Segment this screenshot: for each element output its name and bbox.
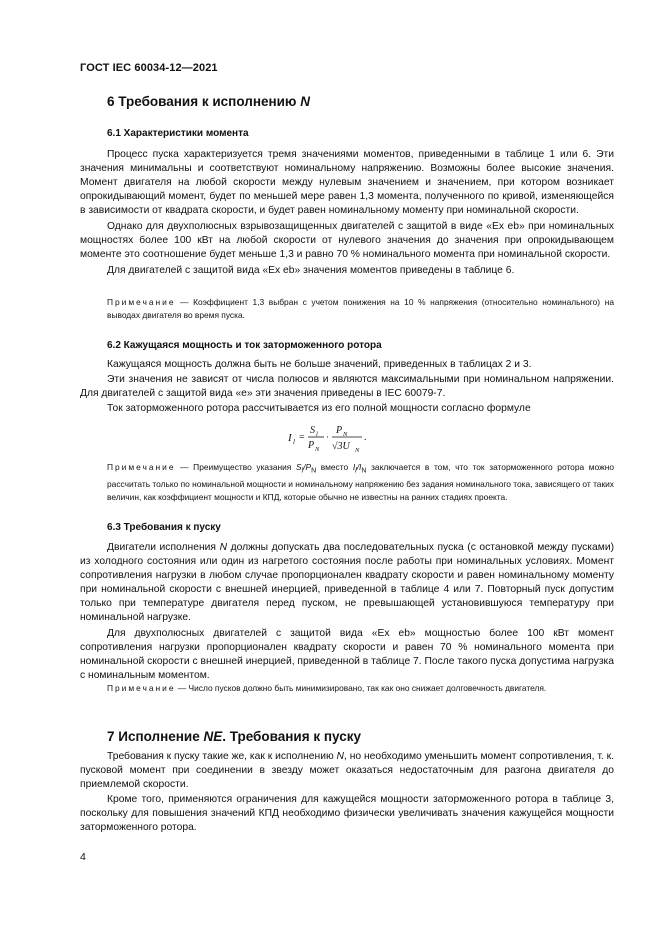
- section-6-title: 6 Требования к исполнению N: [107, 94, 310, 109]
- formula-f2-den: √3U: [331, 441, 350, 452]
- note-label: Примечание: [107, 462, 176, 472]
- formula-f1-den: P: [307, 440, 314, 451]
- paragraph: Ток заторможенного ротора рассчитывается из его полной мощности согласно формуле: [107, 403, 531, 414]
- paragraph: Кажущаяся мощность должна быть не больше значений, приведенных в таблицах 2 и 3.: [107, 359, 532, 370]
- formula-f1-num-sub: l: [315, 431, 318, 438]
- note-label: Примечание: [107, 297, 176, 307]
- paragraph: Для двигателей с защитой вида «Ex eb» значения моментов приведены в таблице 6.: [107, 265, 515, 276]
- paragraph: Эти значения не зависят от числа полюсов и являются максимальными при номинальном напряжении. Для двигателей с защитой вида «е» эти значения приведены в IEC 60079-7.: [80, 374, 614, 399]
- note-6-1: [80, 296, 614, 321]
- note-symbol: /I: [356, 462, 362, 472]
- note-6-3: [80, 682, 614, 695]
- paragraph: Для двухполюсных двигателей с защитой вида «Ex eb» мощностью более 100 кВт момент сопротивления нагрузки пропорционален квадрату скорости и равен 70 % номинального момента при номинальной скорости с внешней инерцией, приведенной в таблице 7. После такого пуска допустима нагрузка с номинальным моментом.: [80, 628, 614, 681]
- section-7-title: 7 Исполнение NE. Требования к пуску: [107, 729, 361, 744]
- note-symbol-sub: N: [361, 467, 367, 475]
- paragraph: Требования к пуску такие же, как к исполнению N, но необходимо уменьшить момент сопротивления, т. к. пусковой момент при соединении в звезду может оказаться недостаточным для разгона двигателя до приемлемой скорости.: [80, 751, 614, 790]
- note-symbol: /P: [303, 462, 312, 472]
- note-symbol: I: [352, 462, 356, 472]
- subsection-6-3-body: [80, 541, 614, 683]
- formula-f2-num-sub: N: [342, 431, 347, 438]
- formula-lhs-sub: l: [292, 438, 295, 446]
- svg-text:=: =: [298, 432, 305, 443]
- note-6-2: [80, 461, 614, 503]
- note-text: заключается в том, что ток заторможенного ротора можно рассчитать только по номинальной мощности и номинальному напряжению без задания номинального тока, зависящего от таких величин, как коэффициент мощности и КПД, которые обычно не известны на ранних стадиях проекта.: [107, 462, 615, 502]
- formula-f2-den-sub: N: [354, 447, 359, 454]
- paragraph: Однако для двухполюсных взрывозащищенных двигателей с защитой в виде «Ex eb» при номинальных мощностях более 100 кВт на любой скорости от нулевого значения до значения при опрокидывающем моменте это соотношение будет меньше 1,3 и равно 70 % номинального момента при номинальной скорости.: [80, 221, 614, 260]
- note-text: — Коэффициент 1,3 выбран с учетом понижения на 10 % напряжения (относительно номинального) на выводах двигателя во время пуска.: [107, 297, 614, 320]
- paragraph: Двигатели исполнения N должны допускать два последовательных пуска (с остановкой между пусками) из холодного состояния или один из нагретого состояния после работы при номинальных условиях. Момент сопротивления нагрузки в любом случае пропорционален квадрату скорости и равен номинальному моменту при номинальной скорости с внешней инерцией, приведенной в таблице 4 или 7. Повторный пуск допустим только при температуре двигателя перед пуском, не превышающей установившуюся температуру при номинальной нагрузке.: [80, 542, 614, 623]
- subsection-6-2-body: [80, 358, 614, 416]
- note-text: вместо: [316, 462, 353, 472]
- section-7-body: [80, 750, 614, 835]
- paragraph: Процесс пуска характеризуется тремя значениями моментов, приведенными в таблице 1 или 6. Эти значения минимальны и соответствуют номинальному напряжению. Возможны более высокие значения. Момент двигателя на любой скорости между нулевым значением и значением, при котором возникает опрокидывающий момент, будет по меньшей мере равен 1,3 момента, полученного по кривой, изменяющейся в зависимости от квадрата скорости, и будет равен номинальному моменту при номинальной скорости.: [80, 149, 614, 216]
- note-text: — Число пусков должно быть минимизировано, так как оно снижает долговечность двигателя.: [175, 683, 547, 693]
- note-symbol-sub: l: [301, 467, 304, 475]
- page-number: 4: [80, 851, 86, 863]
- formula-f1-num: S: [309, 425, 315, 436]
- formula-graphic: [286, 420, 376, 454]
- formula-f1-den-sub: N: [314, 446, 319, 453]
- note-symbol-sub: l: [355, 467, 357, 475]
- subsection-6-2-title: 6.2 Кажущаяся мощность и ток заторможенного ротора: [107, 340, 382, 351]
- subsection-6-1-body: [80, 148, 614, 278]
- note-text: — Преимущество указания: [175, 462, 296, 472]
- note-label: Примечание: [107, 683, 176, 693]
- svg-text:·: ·: [325, 432, 329, 442]
- subsection-6-3-title: 6.3 Требования к пуску: [107, 522, 221, 533]
- formula-locked-rotor-current: [0, 420, 661, 457]
- subsection-6-1-title: 6.1 Характеристики момента: [107, 128, 249, 139]
- formula-lhs: I: [287, 432, 292, 444]
- svg-text:.: .: [363, 432, 366, 443]
- paragraph: Кроме того, применяются ограничения для кажущейся мощности заторможенного ротора в таблице 3, поскольку для повышения значений КПД необходимо физически увеличивать значения кажущейся мощности заторможенного ротора.: [80, 794, 614, 833]
- note-symbol: S: [296, 462, 302, 472]
- formula-f2-num: P: [335, 425, 342, 436]
- document-header: ГОСТ IEC 60034-12—2021: [80, 62, 218, 74]
- note-symbol-sub: N: [311, 467, 317, 475]
